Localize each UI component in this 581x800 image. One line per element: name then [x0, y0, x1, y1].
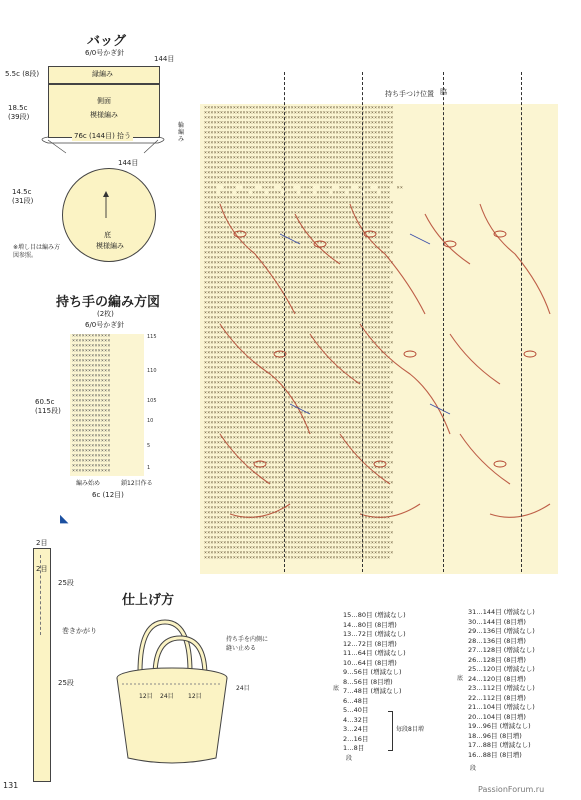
finishing-label: 12目	[139, 693, 153, 700]
legend-row: 5…40目	[343, 706, 369, 714]
legend-row: 13…72目 (増減なし)	[343, 630, 406, 638]
base-legend-title: 底	[333, 685, 340, 692]
bag-dim-bottom: 14.5c (31段)	[12, 188, 34, 205]
arrow-icon: ◣	[60, 512, 69, 525]
handle-row-number: 115	[147, 334, 157, 340]
legend-row: 12…72目 (8目増)	[343, 639, 397, 648]
bag-base-label-2: 模様編み	[96, 242, 124, 250]
bag-bottom-count: 144目	[118, 159, 139, 167]
legend-row: 25…120目 (増減なし)	[468, 665, 535, 673]
legend-row: 31…144目 (増減なし)	[468, 608, 535, 616]
handle-top-label-1: 2目	[36, 539, 48, 547]
handle-chain-label: 鎖12目作る	[121, 480, 153, 487]
bag-outline-arcs	[36, 125, 176, 155]
finishing-label: 24目	[160, 693, 174, 700]
bag-note: ※増し目は編み方図参照。	[13, 244, 61, 259]
bag-body-label-2: 模様編み	[90, 111, 118, 119]
watermark: PassionForum.ru	[478, 785, 545, 794]
handle-row-number: 110	[147, 368, 157, 374]
side-row-legend	[468, 608, 535, 760]
legend-row: 11…64目 (増減なし)	[343, 649, 406, 657]
legend-row: 9…56目 (増減なし)	[343, 668, 402, 676]
handle-row-number: 1	[147, 465, 151, 471]
legend-row: 21…104目 (増減なし)	[468, 703, 535, 711]
handle-stitch-grid: ×××××××××××× ×××××××××××× ×××××××××××× ×××××××××××× ×××××××××××× ×××××××××××× ×××××××××××× ×××××××××××× ×××××××××××× ×××××××××××× ×××××××××××× ×××××××××××× ×××××××××××× ×××××××××××× ×××××××××××× ×××××××××××× ×××××××××××× ×××××××××××× ×××××××××××× ×××××××××××× ×××××××××××× ×××××××××××× ×××××××××××× ×××××××××××× ×××××××××××× ×××××××××××× ×××××××××××× ××××××××××××	[72, 333, 111, 474]
legend-row: 3…24目	[343, 725, 369, 733]
bag-dim-mid: 18.5c (39段)	[8, 104, 30, 121]
handle-width: 6c (12目)	[92, 491, 124, 499]
bag-ring-label: 輪編み	[178, 122, 185, 143]
side-seam-marker	[443, 72, 444, 572]
finishing-title: 仕上げ方	[122, 593, 175, 608]
handle-count: (2枚)	[97, 310, 114, 318]
main-stitch-chart	[200, 104, 558, 574]
handle-row-number: 10	[147, 418, 154, 424]
bag-arrows	[100, 190, 112, 220]
finishing-note-2: 縫い止める	[226, 645, 257, 652]
handle-position-marker	[521, 72, 522, 572]
legend-row: 16…88目 (8目増)	[468, 750, 522, 759]
bag-band-label: 縁編み	[92, 70, 113, 78]
legend-row: 28…136目 (8目増)	[468, 636, 526, 645]
legend-row: 19…96目 (増減なし)	[468, 722, 531, 730]
bag-top-count: 144目	[154, 55, 175, 63]
legend-row: 26…128目 (8目増)	[468, 655, 526, 664]
legend-row: 1…8目	[343, 744, 365, 752]
legend-row: 29…136目 (増減なし)	[468, 627, 535, 635]
handle-seam-dashes	[40, 555, 42, 635]
legend-row: 4…32目	[343, 715, 369, 724]
legend-row: 20…104目 (8目増)	[468, 712, 526, 721]
finished-bag-drawing	[110, 612, 235, 770]
base-bracket-note: 毎段8目増	[396, 726, 424, 733]
legend-row: 17…88目 (増減なし)	[468, 741, 531, 749]
chart-top-label: 持ち手つけ位置	[385, 90, 434, 98]
handle-rows-2: 25段	[58, 679, 74, 687]
handle-rows-1: 25段	[58, 579, 74, 587]
legend-row: 24…120目 (8目増)	[468, 674, 526, 683]
chart-sub-label: 脇	[440, 88, 447, 96]
legend-row: 15…80目 (増減なし)	[343, 611, 406, 619]
handle-strip	[33, 548, 51, 782]
finishing-note-1: 持ち手を内側に	[226, 636, 269, 643]
side-legend-title: 底	[457, 675, 464, 682]
handle-row-number: 5	[147, 443, 151, 449]
handle-position-marker	[284, 72, 285, 572]
finishing-side-count: 24目	[236, 685, 250, 692]
bag-title: バッグ	[87, 34, 127, 49]
handle-hook: 6/0号かぎ針	[85, 321, 125, 329]
handle-length: 60.5c (115段)	[35, 398, 61, 415]
legend-row: 6…48目	[343, 696, 369, 705]
legend-row: 10…64目 (8目増)	[343, 658, 397, 667]
page-number: 131	[3, 781, 19, 790]
bag-body-label-1: 側面	[97, 97, 111, 105]
legend-row: 22…112目 (8目増)	[468, 693, 526, 702]
bag-base-label-1: 底	[104, 231, 111, 239]
bag-dim-top: 5.5c (8段)	[5, 70, 40, 78]
stitch-pattern-overlay	[200, 104, 558, 574]
handle-top-label-2: 2目	[36, 565, 48, 573]
base-legend-footer: 段	[346, 755, 353, 762]
handle-start-label: 編み始め	[76, 480, 101, 487]
handle-row-number: 105	[147, 398, 157, 404]
legend-row: 7…48目 (増減なし)	[343, 687, 402, 695]
legend-row: 14…80目 (8目増)	[343, 620, 397, 629]
legend-row: 30…144目 (8目増)	[468, 617, 526, 626]
legend-row: 23…112目 (増減なし)	[468, 684, 535, 692]
handle-title: 持ち手の編み方図	[56, 295, 161, 310]
finishing-label: 12目	[188, 693, 202, 700]
legend-row: 27…128目 (増減なし)	[468, 646, 535, 654]
bag-width-label: 76c (144目) 拾う	[74, 132, 132, 140]
bag-hook-label: 6/0号かぎ針	[85, 49, 125, 57]
side-legend-footer: 段	[470, 765, 477, 772]
bracket	[388, 711, 393, 751]
handle-position-marker	[362, 72, 363, 572]
legend-row: 18…96目 (8目増)	[468, 731, 522, 740]
legend-row: 2…16目	[343, 734, 369, 743]
main-stitch-grid: ××××××××××××××××××××××××××××××××××××××××××××××××××××××××××× ××××××××××××××××××××××××××××××××××××××××××××××××××××××××××× ××××××××××××××××××××××××××××××××××××××××××××××××××××××××××× ××××××××××××××××××××××××××××××××××××××××××××××××××××××××××× ××××××××××××××××××××××××××××××××××××××××××××××××××××××××××× ××××××××××××××××××××××××××××××××××××××××××××××××××××××××××× ××××××××××××××××××××××××××××××××××××××××××××××××××××××××××× ××××××××××××××××××××××××××××××××××××××××××××××××××××××××××× ××××××××××××××××××××××××××××××××××××××××××××××××××××××××××× ××××××××××××××××××××××××××××××××××××××××××××××××××××××××××× ××××××××××××××××××××××××××××××××××××××××××××××××××××××××××× ××××××××××××××××××××××××××××××××××××××××××××××××××××××××××× ××××××××××××××××××××××××××××××××××××××××××××××××××××××××××× ××××××××××××××××××××××××××××××××××××××××××××××××××××××××××× ××××××××××××××××××××××××××××××××××××××××××××××××××××××××××× ××××××××××××××××××××××××××××××××××××××××××××××××××××××××××× ×××× ×××× ×××× ×××× ×××× ×××× ×××× ×××× ×××× ×××× ×× ×××× ×××× ×××× ×××× ×××× ×××× ×××× ×××× ×××× ×××× ×××× ××× ×××××××××××××××××××××××××××××××××××××××××××××××××××××××××× ××××××××××××××××××××××××××××××××××××××××××××××××××××××××××× ×××××××××××××××××××××××××××××××××××××××××××××××××××××××××× ××××××××××××××××××××××××××××××××××××××××××××××××××××××××××× ×××××××××××××××××××××××××××××××××××××××××××××××××××××××××× ××××××××××××××××××××××××××××××××××××××××××××××××××××××××××× ×××××××××××××××××××××××××××××××××××××××××××××××××××××××××× ××××××××××××××××××××××××××××××××××××××××××××××××××××××××××× ×××××××××××××××××××××××××××××××××××××××××××××××××××××××××× ××××××××××××××××××××××××××××××××××××××××××××××××××××××××××× ×××××××××××××××××××××××××××××××××××××××××××××××××××××××××× ××××××××××××××××××××××××××××××××××××××××××××××××××××××××××× ×××××××××××××××××××××××××××××××××××××××××××××××××××××××××× ××××××××××××××××××××××××××××××××××××××××××××××××××××××××××× ×××××××××××××××××××××××××××××××××××××××××××××××××××××××××× ××××××××××××××××××××××××××××××××××××××××××××××××××××××××××× ×××××××××××××××××××××××××××××××××××××××××××××××××××××××××× ××××××××××××××××××××××××××××××××××××××××××××××××××××××××××× ×××××××××××××××××××××××××××××××××××××××××××××××××××××××××× ××××××××××××××××××××××××××××××××××××××××××××××××××××××××××× ×××××××××××××××××××××××××××××××××××××××××××××××××××××××××× ××××××××××××××××××××××××××××××××××××××××××××××××××××××××××× ×××××××××××××××××××××××××××××××××××××××××××××××××××××××××× ××××××××××××××××××××××××××××××××××××××××××××××××××××××××××× ×××××××××××××××××××××××××××××××××××××××××××××××××××××××××× ××××××××××××××××××××××××××××××××××××××××××××××××××××××××××× ×××××××××××××××××××××××××××××××××××××××××××××××××××××××××× ××××××××××××××××××××××××××××××××××××××××××××××××××××××××××× ×××××××××××××××××××××××××××××××××××××××××××××××××××××××××× ××××××××××××××××××××××××××××××××××××××××××××××××××××××××××× ×××××××××××××××××××××××××××××××××××××××××××××××××××××××××× ××××××××××××××××××××××××××××××××××××××××××××××××××××××××××× ×××××××××××××××××××××××××××××××××××××××××××××××××××××××××× ××××××××××××××××××××××××××××××××××××××××××××××××××××××××××× ×××××××××××××××××××××××××××××××××××××××××××××××××××××××××× ××××××××××××××××××××××××××××××××××××××××××××××××××××××××××× ×××××××××××××××××××××××××××××××××××××××××××××××××××××××××× ××××××××××××××××××××××××××××××××××××××××××××××××××××××××××× ×××××××××××××××××××××××××××××××××××××××××××××××××××××××××× ××××××××××××××××××××××××××××××××××××××××××××××××××××××××××× ×××××××××××××××××××××××××××××××××××××××××××××××××××××××××× ××××××××××××××××××××××××××××××××××××××××××××××××××××××××××× ×××××××××××××××××××××××××××××××××××××××××××××××××××××××××× ××××××××××××××××××××××××××××××××××××××××××××××××××××××××××× ×××××××××××××××××××××××××××××××××××××××××××××××××××××××××× ××××××××××××××××××××××××××××××××××××××××××××××××××××××××××× ×××××××××××××××××××××××××××××××××××××××××××××××××××××××××× ××××××××××××××××××××××××××××××××××××××××××××××××××××××××××× ×××××××××××××××××××××××××××××××××××××××××××××××××××××××××× ××××××××××××××××××××××××××××××××××××××××××××××××××××××××××× ×××××××××××××××××××××××××××××××××××××××××××××××××××××××××× ××××××××××××××××××××××××××××××××××××××××××××××××××××××××××× ×××××××××××××××××××××××××××××××××××××××××××××××××××××××××× ××××××××××××××××××××××××××××××××××××××××××××××××××××××××××× ×××××××××××××××××××××××××××××××××××××××××××××××××××××××××× ××××××××××××××××××××××××××××××××××××××××××××××××××××××××××× ×××××××××××××××××××××××××××××××××××××××××××××××××××××××××× ××××××××××××××××××××××××××××××××××××××××××××××××××××××××××× ×××××××××××××××××××××××××××××××××××××××××××××××××××××××××× ××××××××××××××××××××××××××××××××××××××××××××××××××××××××××× ×××××××××××××××××××××××××××××××××××××××××××××××××××××××××× ××××××××××××××××××××××××××××××××××××××××××××××××××××××××××× ×××××××××××××××××××××××××××××××××××××××××××××××××××××××××× ××××××××××××××××××××××××××××××××××××××××××××××××××××××××××× ×××××××××××××××××××××××××××××××××××××××××××××××××××××××××× ××××××××××××××××××××××××××××××××××××××××××××××××××××××××××× ×××××××××××××××××××××××××××××××××××××××××××××××××××××××××× ××××××××××××××××××××××××××××××××××××××××××××××××××××××××××× ×××××××××××××××××××××××××××××××××××××××××××××××××××××××××× ××××××××××××××××××××××××××××××××××××××××××××××××××××××××××× ×××××××××××××××××××××××××××××××××××××××××××××××××××××××××× ××××××××××××××××××××××××××××××××××××××××××××××××××××××××××× ××××××××××××××××××××××××××××××××××××××××××××××××××××××××××	[204, 105, 404, 561]
legend-row: 8…56目 (8目増)	[343, 677, 393, 686]
handle-wrap-label: 巻きかがり	[62, 627, 97, 635]
